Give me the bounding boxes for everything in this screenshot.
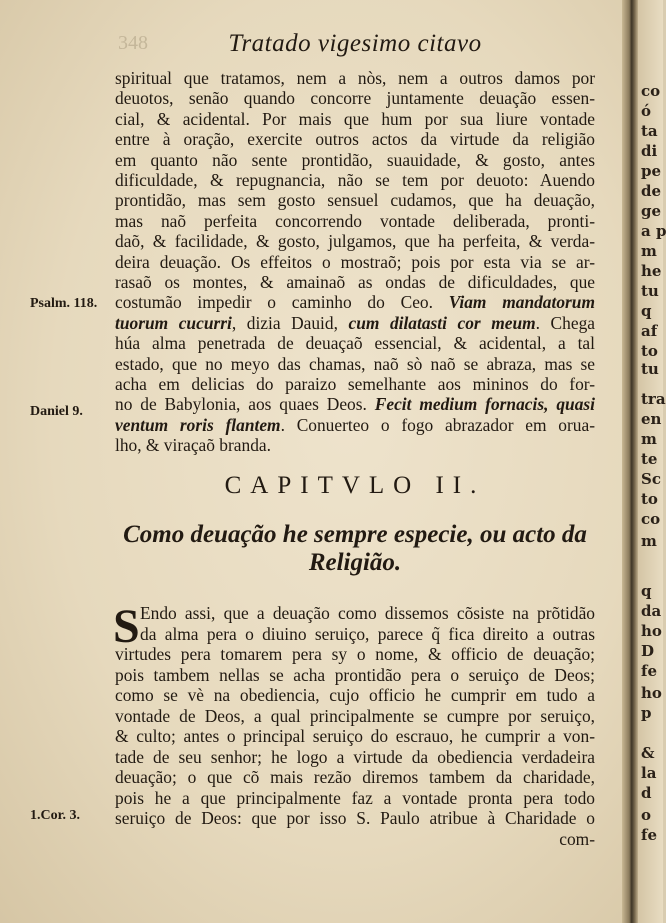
text-line bbox=[115, 808, 595, 828]
text-line bbox=[115, 747, 595, 767]
latin-quote: Viam mandatorum bbox=[448, 292, 596, 313]
facing-page-fragment: af bbox=[641, 322, 658, 340]
facing-page-fragment: en bbox=[641, 410, 662, 428]
text-segment: pois tambem nellas se acha prontidão pera o seruiço de Deos; bbox=[115, 664, 595, 685]
text-line bbox=[115, 354, 595, 374]
text-line bbox=[115, 88, 595, 108]
text-line bbox=[115, 665, 595, 685]
text-segment: tade de seu senhor; he logo a virtude da obediencia verdadeira bbox=[115, 746, 595, 767]
facing-page-fragment: co bbox=[641, 82, 661, 100]
text-line bbox=[115, 231, 595, 251]
text-line bbox=[115, 211, 595, 231]
running-head: Tratado vigesimo citavo bbox=[228, 30, 482, 57]
text-segment: mas naõ perfeita concorrendo vontade deliberada, pronti- bbox=[115, 210, 595, 231]
text-line bbox=[115, 435, 595, 455]
text-segment: . Chega bbox=[535, 312, 595, 333]
text-segment: deuotos, senão quando concorre juntamente deuação essen- bbox=[115, 88, 595, 109]
margin-note: 1.Cor. 3. bbox=[30, 808, 81, 823]
text-line bbox=[140, 603, 595, 623]
text-segment: spiritual que tratamos, nem a nòs, nem a outros damos por bbox=[115, 68, 595, 88]
text-segment: da alma pera o diuino seruiço, parece q̃ fica direito a outras bbox=[140, 623, 595, 644]
text-segment: como se vè na obediencia, cujo officio he cumprir em tudo a bbox=[115, 685, 595, 705]
text-line bbox=[115, 333, 595, 353]
facing-page-fragment: p bbox=[641, 704, 652, 722]
text-line bbox=[115, 292, 595, 312]
page-number: 348 bbox=[118, 32, 148, 54]
facing-page-fragment: to bbox=[641, 490, 658, 508]
facing-page-fragment: he bbox=[641, 262, 662, 280]
text-line bbox=[115, 726, 595, 746]
text-segment: Endo assi, que a deuação como dissemos cõsiste na prõtidão bbox=[140, 603, 595, 623]
chapter-subtitle: Como deuação he sempre especie, ou acto da bbox=[123, 521, 587, 548]
facing-page-fragment: ta bbox=[641, 122, 658, 140]
text-segment: & culto; antes o principal seruiço do escrauo, he cumprir a von- bbox=[115, 726, 595, 746]
facing-page-fragment: q bbox=[641, 302, 652, 320]
text-segment: prontidão, mas sem gosto sensuel cudamos, que ha deuação, bbox=[115, 190, 595, 211]
text-segment: dificuldade, & repugnancia, não se tem por deuoto: Auendo bbox=[115, 170, 595, 190]
facing-page-fragment: tu bbox=[641, 282, 659, 300]
facing-page-fragment: m bbox=[641, 242, 657, 260]
facing-page-fragment: di bbox=[641, 142, 658, 160]
text-segment: daõ, & facilidade, & gosto, julgamos, que ha perfeita, & verda- bbox=[115, 231, 595, 252]
facing-page-fragment: to bbox=[641, 342, 658, 360]
facing-page-fragment: fe bbox=[641, 662, 657, 680]
facing-page-fragment: de bbox=[641, 182, 662, 200]
text-line bbox=[115, 170, 595, 190]
text-line bbox=[115, 129, 595, 149]
margin-note: Psalm. 118. bbox=[30, 296, 98, 311]
text-segment: . Conuerteo o fogo abrazador em orua- bbox=[280, 414, 596, 435]
facing-page-fragment: a p bbox=[641, 222, 666, 240]
catchword: com- bbox=[559, 829, 595, 849]
text-line bbox=[115, 644, 595, 664]
facing-page-fragment: d bbox=[641, 784, 652, 802]
text-segment: pois he a que principalmente faz a vontade pronta pera todo bbox=[115, 787, 595, 808]
facing-page-fragment: tu bbox=[641, 360, 659, 378]
text-line bbox=[115, 252, 595, 272]
text-segment: entre à oração, exercite outros actos da virtude da religião bbox=[115, 129, 595, 150]
text-line bbox=[115, 190, 595, 210]
latin-quote: ventum roris flantem bbox=[115, 414, 281, 435]
latin-quote: Fecit medium fornacis, quasi bbox=[374, 394, 595, 415]
text-segment: no de Babylonia, aos quaes Deos. bbox=[115, 394, 375, 415]
facing-page-fragment: ho bbox=[641, 622, 662, 640]
text-line bbox=[140, 624, 595, 644]
text-segment: virtudes pera tomarem pera sy o nome, & officio de deuação; bbox=[115, 644, 595, 664]
facing-page-fragment: D bbox=[641, 642, 655, 660]
text-segment: seruiço de Deos: que por isso S. Paulo atribue à Charidade o bbox=[115, 808, 595, 828]
latin-quote: cum dilatasti cor meum bbox=[348, 312, 536, 333]
text-segment: lho, & viraçaõ branda. bbox=[115, 435, 271, 456]
margin-note: Daniel 9. bbox=[30, 404, 83, 419]
text-segment: deuação; o que cõ mais rezão diremos tambem da charidade, bbox=[115, 767, 595, 787]
facing-page bbox=[638, 0, 666, 923]
facing-page-fragment: Sc bbox=[641, 470, 661, 488]
text-segment: costumão impedir o caminho do Ceo. bbox=[115, 292, 449, 313]
latin-quote: tuorum cucurri bbox=[115, 312, 232, 333]
facing-page-fragment: da bbox=[641, 602, 662, 620]
drop-cap: S bbox=[113, 600, 140, 653]
facing-page-fragment: tra bbox=[641, 390, 666, 408]
text-segment: acha em delicias do paraizo semelhante aos mininos do for- bbox=[115, 374, 595, 394]
facing-page-fragment: la bbox=[641, 764, 657, 782]
text-line bbox=[115, 374, 595, 394]
text-line bbox=[115, 150, 595, 170]
facing-page-fragment: ho bbox=[641, 684, 662, 702]
facing-page-fragment: m bbox=[641, 532, 657, 550]
text-segment: em quanto não sente prontidão, suauidade, & gosto, antes bbox=[115, 149, 595, 170]
text-line bbox=[115, 394, 595, 414]
text-line bbox=[115, 788, 595, 808]
facing-page-fragment: o bbox=[641, 806, 652, 824]
text-line bbox=[115, 272, 595, 292]
text-line bbox=[115, 706, 595, 726]
text-line bbox=[115, 767, 595, 787]
facing-page-fragment: q bbox=[641, 582, 652, 600]
text-line bbox=[115, 313, 595, 333]
facing-page-fragment: & bbox=[641, 744, 655, 762]
text-segment: rasaõ os montes, & amainaõ as ondas de dificuldades, que bbox=[115, 272, 595, 292]
facing-page-fragment: pe bbox=[641, 162, 662, 180]
text-line bbox=[115, 68, 595, 88]
text-line bbox=[115, 109, 595, 129]
facing-page-fragment: ge bbox=[641, 202, 662, 220]
chapter-heading: CAPITVLO II. bbox=[224, 472, 486, 499]
text-segment: cial, & acidental. Por mais que hum por sua liure vontade bbox=[115, 108, 595, 129]
book-gutter bbox=[622, 0, 638, 923]
facing-page-fragment: m bbox=[641, 430, 657, 448]
facing-page-fragment: fe bbox=[641, 826, 657, 844]
text-line bbox=[115, 685, 595, 705]
text-line bbox=[115, 415, 595, 435]
text-segment: deira deuação. Os effeitos o mostraõ; pois por esta via se ar- bbox=[115, 251, 595, 272]
text-segment: vontade de Deos, a qual principalmente se cumpre por seruiço, bbox=[115, 705, 595, 726]
chapter-subtitle: Religião. bbox=[308, 549, 402, 576]
text-segment: estado, que no meyo das chamas, naõ sò naõ se abraza, mas se bbox=[115, 353, 595, 374]
facing-page-fragment: te bbox=[641, 450, 658, 468]
text-segment: , dizia Dauid, bbox=[231, 312, 349, 333]
facing-page-fragment: co bbox=[641, 510, 661, 528]
facing-page-fragment: ó bbox=[641, 102, 652, 120]
text-segment: húa alma penetrada de deuaçaõ essencial, & acidental, a tal bbox=[115, 333, 595, 354]
